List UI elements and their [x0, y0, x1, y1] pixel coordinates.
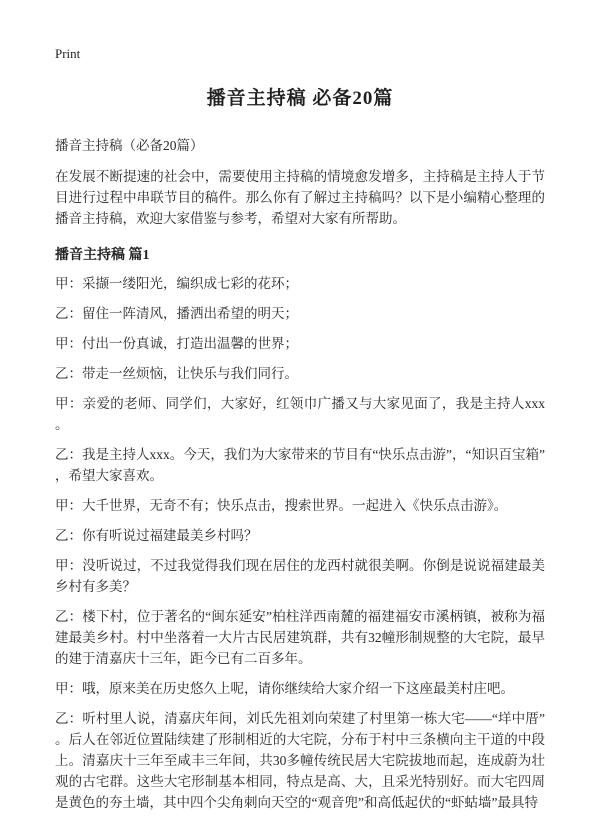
- dialogue-line: 乙：你有听说过福建最美乡村吗？: [55, 528, 258, 543]
- dialogue-line: 甲：亲爱的老师、同学们，大家好，红领巾广播又与大家见面了，我是主持人xxx。: [55, 396, 545, 432]
- dialogue-line: 甲：付出一份真诚，打造出温馨的世界；: [55, 336, 298, 351]
- dialogue-body: [55, 273, 545, 813]
- dialogue-line: 乙：我是主持人xxx。今天，我们为大家带来的节目有“快乐点击游”，“知识百宝箱”，希望大家喜欢。: [55, 447, 545, 483]
- dialogue-line: 甲：大千世界，无奇不有；快乐点击，搜索世界。一起进入《快乐点击游》。: [55, 498, 508, 513]
- dialogue-line: 乙：带走一丝烦恼，让快乐与我们同行。: [55, 366, 298, 381]
- dialogue-line: 乙：楼下村，位于著名的“闽东延安”柏柱洋西南麓的福建福安市溪柄镇，被称为福建最美乡村。村中坐落着一大片古民居建筑群，共有32幢形制规整的大宅院，最早的建于清嘉庆十三年，距今已有二百多年。: [55, 609, 545, 666]
- document-subtitle: 播音主持稿（必备20篇）: [55, 138, 204, 153]
- intro-paragraph: 在发展不断提速的社会中，需要使用主持稿的情境愈发增多，主持稿是主持人于节目进行过程中串联节目的稿件。那么你有了解过主持稿吗？以下是小编精心整理的播音主持稿，欢迎大家借鉴与参考，希望对大家有所帮助。: [55, 169, 545, 226]
- dialogue-line: 甲：哦，原来美在历史悠久上呢，请你继续给大家介绍一下这座最美村庄吧。: [55, 681, 514, 696]
- dialogue-line: 甲：采撷一缕阳光，编织成七彩的花环；: [55, 276, 298, 291]
- dialogue-line: 乙：留住一阵清风，播洒出希望的明天；: [55, 306, 298, 321]
- dialogue-line: 乙：听村里人说，清嘉庆年间，刘氏先祖刘向荣建了村里第一栋大宅——“垟中厝”。后人在邻近位置陆续建了形制相近的大宅院，分布于村中三条横向主干道的中段上。清嘉庆十三年至咸丰三年间，共30多幢传统民居大宅院拔地而起，连成蔚为壮观的古宅群。这些大宅形制基本相同，特点是高、大，且采光特别好。而大宅四周是黄色的夯土墙，其中四个尖角刺向天空的“观音兜”和高低起伏的“虾蛄墙”最具特: [55, 711, 545, 810]
- page-title: 播音主持稿 必备20篇: [206, 88, 394, 109]
- section-heading: 播音主持稿 篇1: [55, 248, 150, 263]
- dialogue-line: 甲：没听说过，不过我觉得我们现在居住的龙西村就很美啊。你倒是说说福建最美乡村有多美？: [55, 558, 545, 594]
- print-button[interactable]: Print: [55, 46, 81, 61]
